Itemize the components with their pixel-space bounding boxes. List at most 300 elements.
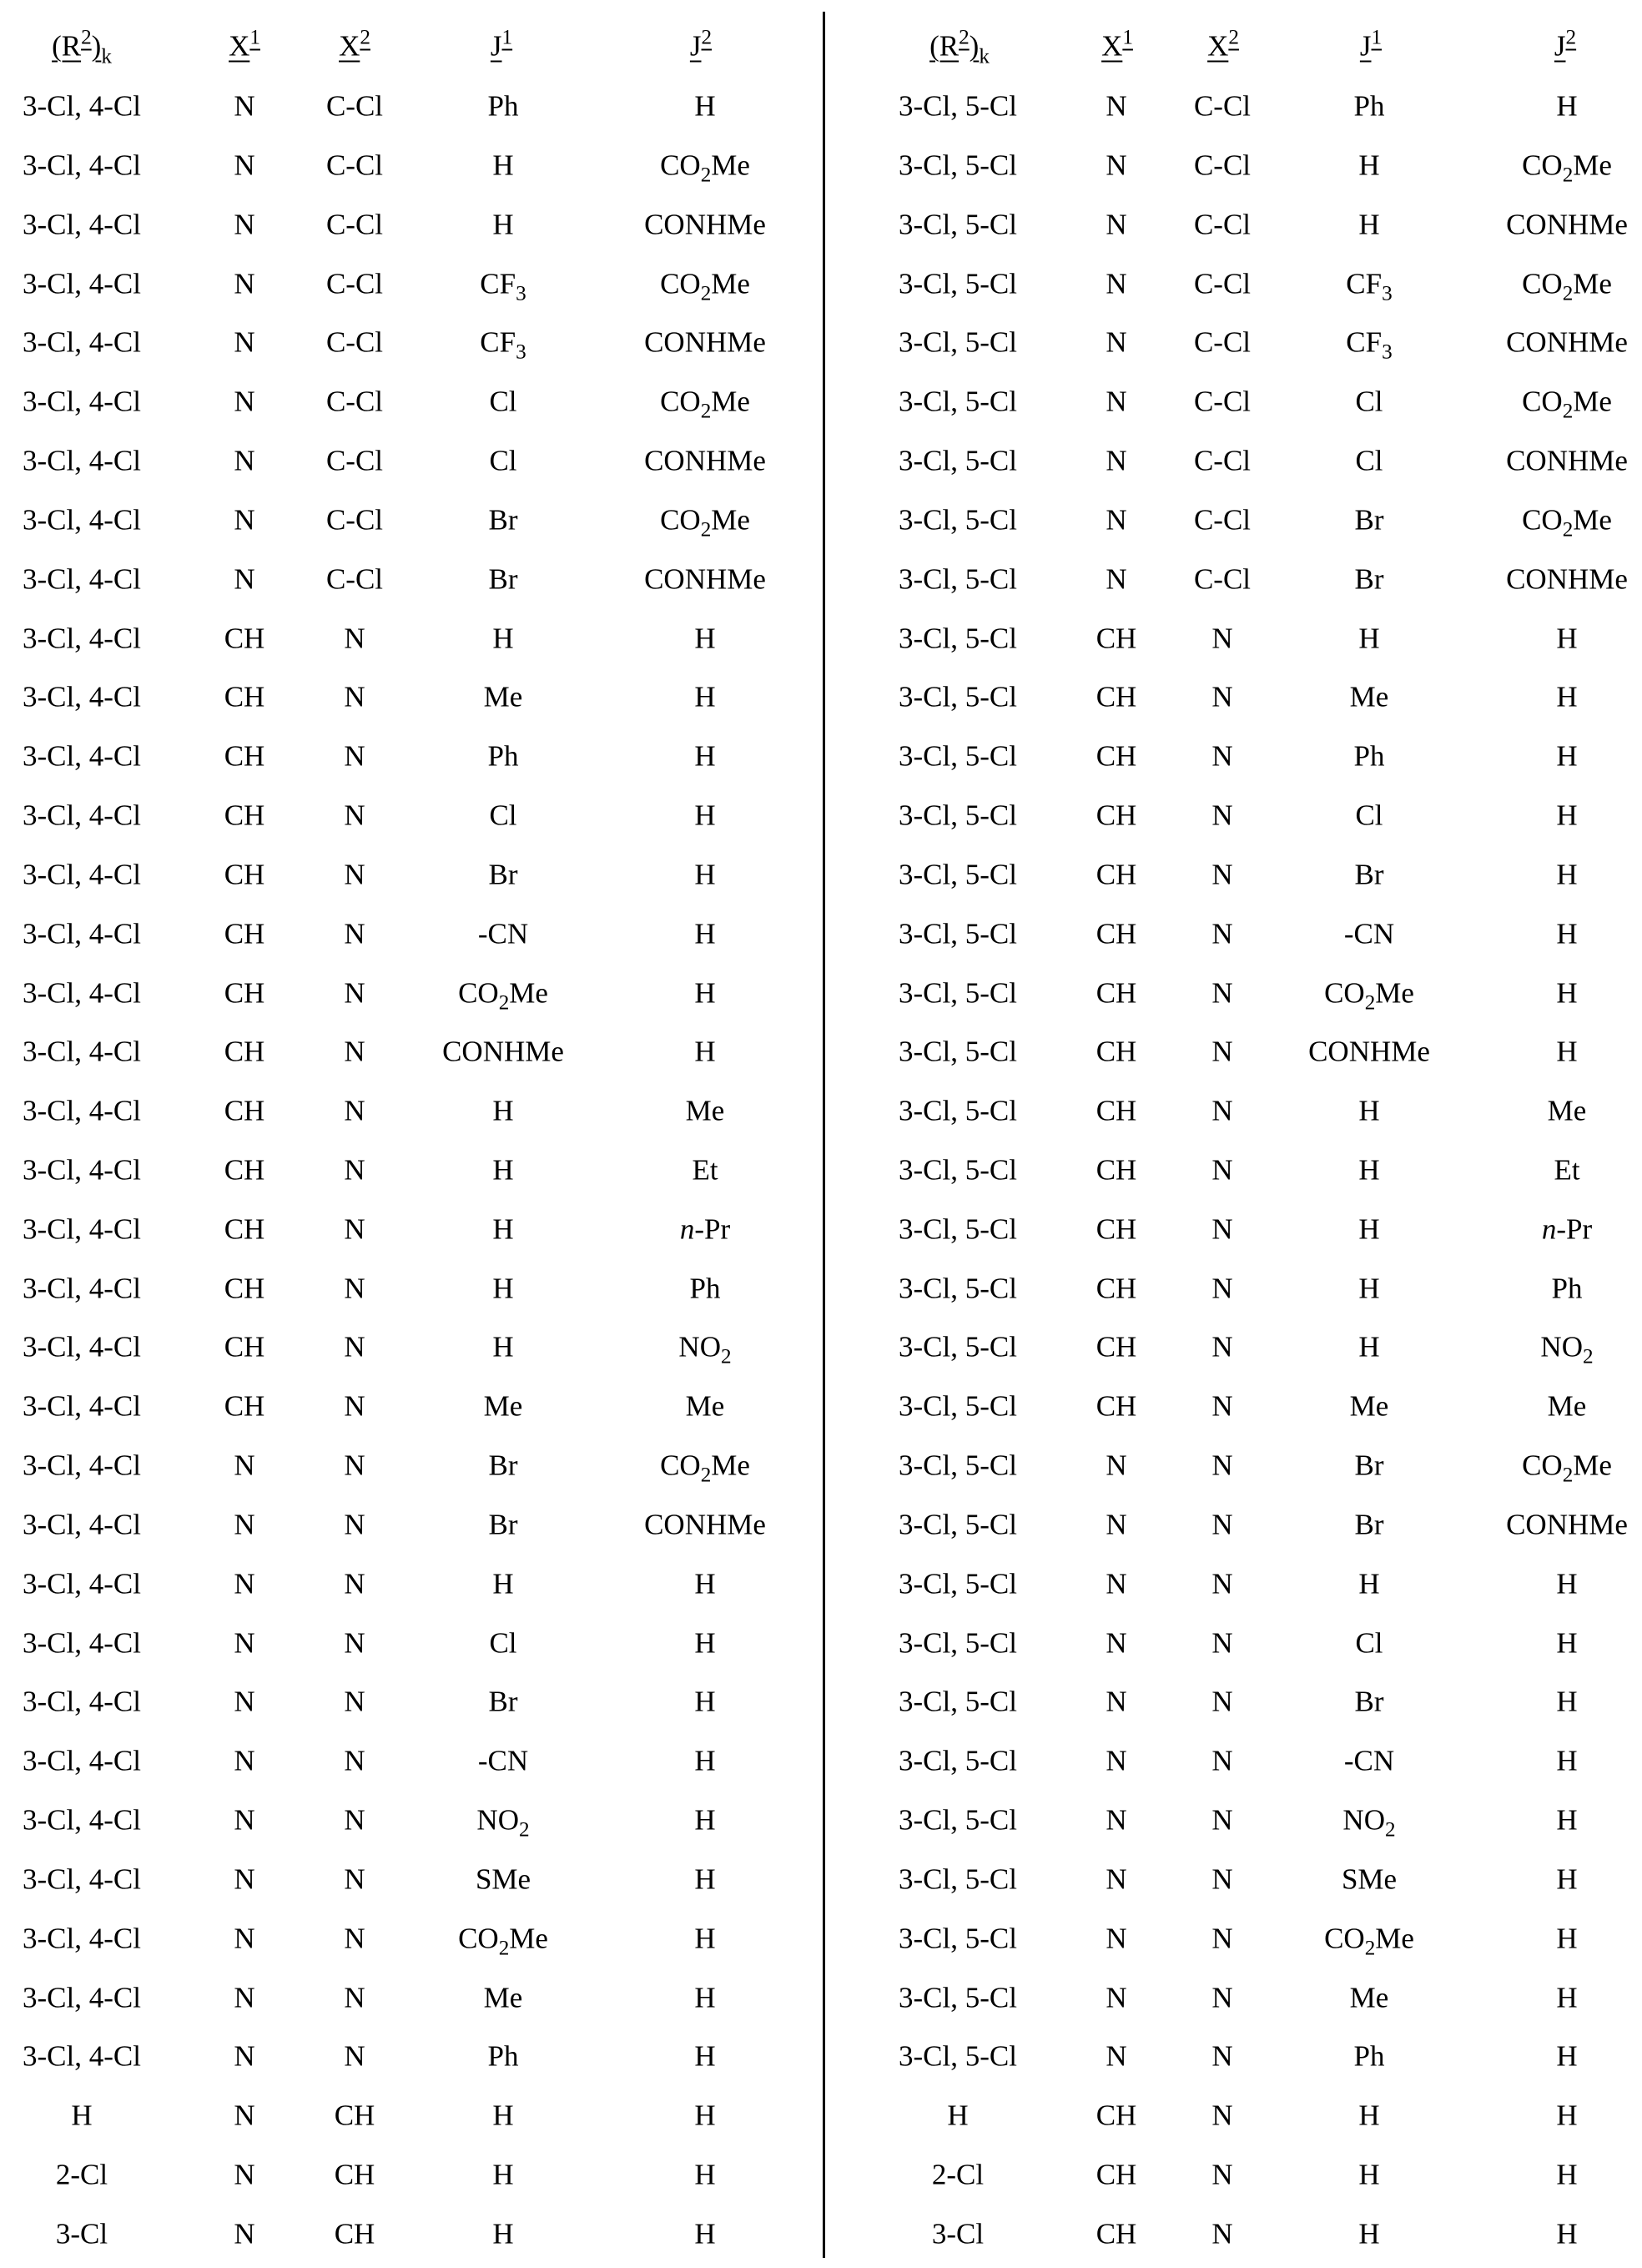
cell-j1: $CO_2Me$	[458, 1922, 548, 1960]
cell-r2k: 3-Cl, 4-Cl	[23, 1212, 141, 1246]
cell-x1: N	[234, 89, 255, 123]
cell-j2: $CO_2Me$	[660, 149, 750, 187]
column-header-x1	[1101, 26, 1133, 63]
cell-j2: H	[1556, 1981, 1578, 2014]
cell-j2: H	[694, 1803, 716, 1837]
cell-j1: Cl	[489, 444, 517, 477]
cell-r2k: 3-Cl, 4-Cl	[23, 1981, 141, 2014]
cell-r2k: 3-Cl, 5-Cl	[899, 1449, 1017, 1482]
cell-j2: H	[694, 1567, 716, 1600]
cell-j1: H	[492, 208, 514, 241]
cell-j1: Ph	[1353, 739, 1385, 773]
cell-x1: N	[1106, 1981, 1127, 2014]
cell-r2k: 3-Cl, 5-Cl	[899, 1330, 1017, 1363]
cell-j2: H	[694, 1922, 716, 1955]
cell-x2: N	[1211, 1922, 1233, 1955]
cell-x2: N	[344, 1744, 365, 1777]
cell-r2k: 2-Cl	[55, 2158, 108, 2191]
cell-x2: N	[344, 1567, 365, 1600]
cell-r2k: 2-Cl	[931, 2158, 985, 2191]
cell-j2: H	[694, 1035, 716, 1068]
column-header-r2k	[929, 26, 990, 68]
cell-j1: H	[492, 1212, 514, 1246]
cell-j1: Me	[1349, 680, 1389, 713]
cell-x2: N	[1211, 2099, 1233, 2132]
cell-x2: N	[344, 1212, 365, 1246]
cell-x1: CH	[1096, 680, 1137, 713]
cell-j1: H	[492, 2217, 514, 2250]
cell-x2: N	[344, 917, 365, 950]
cell-j1: H	[492, 1153, 514, 1187]
cell-j2: $NO_2$	[678, 1330, 732, 1368]
cell-x2: CH	[334, 2158, 375, 2191]
header-subscript: k	[101, 45, 112, 68]
cell-r2k: 3-Cl, 4-Cl	[23, 503, 141, 537]
cell-j2: H	[1556, 89, 1578, 123]
cell-j1: Me	[1349, 1389, 1389, 1423]
cell-x2: N	[344, 1330, 365, 1363]
cell-r2k: 3-Cl, 4-Cl	[23, 89, 141, 123]
header-superscript: 2	[959, 26, 970, 49]
cell-x1: CH	[1096, 799, 1137, 832]
cell-r2k: 3-Cl, 4-Cl	[23, 1153, 141, 1187]
cell-x2: N	[344, 1272, 365, 1305]
cell-x2: N	[1211, 2158, 1233, 2191]
cell-j1: H	[1358, 2217, 1380, 2250]
cell-j2: H	[694, 2217, 716, 2250]
cell-r2k: 3-Cl, 4-Cl	[23, 680, 141, 713]
cell-r2k: 3-Cl, 4-Cl	[23, 1035, 141, 1068]
cell-r2k: 3-Cl, 5-Cl	[899, 1981, 1017, 2014]
cell-r2k: 3-Cl, 5-Cl	[899, 1212, 1017, 1246]
cell-x2: N	[1211, 976, 1233, 1009]
cell-x2: C-Cl	[1193, 444, 1252, 477]
cell-j1: Me	[1349, 1981, 1389, 2014]
cell-r2k: 3-Cl, 5-Cl	[899, 1567, 1017, 1600]
cell-j1: SMe	[475, 1862, 531, 1896]
cell-r2k: 3-Cl, 5-Cl	[899, 1862, 1017, 1896]
cell-x1: CH	[224, 917, 265, 950]
cell-x1: N	[234, 2217, 255, 2250]
cell-x1: N	[1106, 89, 1127, 123]
cell-x1: N	[1106, 1449, 1127, 1482]
cell-r2k: 3-Cl, 5-Cl	[899, 89, 1017, 123]
cell-x1: N	[234, 1744, 255, 1777]
cell-x1: CH	[1096, 1330, 1137, 1363]
cell-j1: Cl	[489, 799, 517, 832]
cell-x1: N	[1106, 1803, 1127, 1837]
cell-x2: N	[1211, 1803, 1233, 1837]
cell-j2: H	[694, 1862, 716, 1896]
cell-x1: N	[234, 2158, 255, 2191]
cell-x1: N	[234, 1803, 255, 1837]
cell-r2k: 3-Cl, 4-Cl	[23, 1862, 141, 1896]
cell-x1: N	[234, 1922, 255, 1955]
cell-j2: CONHMe	[1506, 208, 1628, 241]
cell-j2: H	[694, 89, 716, 123]
cell-j2: H	[1556, 1567, 1578, 1600]
cell-j1: Br	[488, 503, 518, 537]
cell-x2: N	[344, 1389, 365, 1423]
cell-x2: N	[344, 622, 365, 654]
cell-r2k: 3-Cl, 5-Cl	[899, 1094, 1017, 1127]
cell-x2: N	[344, 858, 365, 891]
cell-r2k: 3-Cl	[55, 2217, 108, 2250]
cell-j1: $CO_2Me$	[1324, 1922, 1414, 1960]
cell-j2: Me	[1547, 1389, 1587, 1423]
cell-x1: CH	[224, 622, 265, 654]
cell-x2: N	[1211, 1272, 1233, 1305]
cell-j1: H	[1358, 149, 1380, 182]
header-superscript: 2	[701, 26, 713, 49]
header-superscript: 1	[249, 26, 260, 49]
cell-j2: CONHMe	[644, 208, 766, 241]
cell-j2: H	[694, 917, 716, 950]
cell-r2k: 3-Cl, 5-Cl	[899, 2039, 1017, 2073]
cell-x1: N	[234, 325, 255, 359]
cell-x2: N	[1211, 1389, 1233, 1423]
cell-j2: H	[1556, 2099, 1578, 2132]
header-superscript: 2	[1228, 26, 1239, 49]
cell-j1: H	[1358, 1567, 1380, 1600]
cell-x2: C-Cl	[325, 562, 384, 596]
header-base: J	[1554, 29, 1566, 63]
cell-x1: N	[234, 2099, 255, 2132]
cell-x1: N	[234, 1449, 255, 1482]
cell-j1: $CF_3$	[1346, 267, 1393, 305]
cell-j1: Me	[483, 1389, 523, 1423]
cell-x2: C-Cl	[1193, 149, 1252, 182]
cell-x2: N	[1211, 1744, 1233, 1777]
cell-x2: N	[1211, 799, 1233, 832]
cell-x1: N	[234, 1626, 255, 1660]
cell-j1: Cl	[1355, 1626, 1383, 1660]
cell-j2: H	[1556, 1862, 1578, 1896]
cell-x2: N	[1211, 917, 1233, 950]
header-superscript: 1	[1122, 26, 1133, 49]
cell-x2: N	[1211, 1449, 1233, 1482]
header-base: X	[339, 29, 360, 63]
header-superscript: 1	[1371, 26, 1383, 49]
cell-x1: N	[234, 1508, 255, 1541]
cell-x2: N	[1211, 1212, 1233, 1246]
cell-r2k: 3-Cl, 5-Cl	[899, 1272, 1017, 1305]
cell-x1: CH	[224, 1153, 265, 1187]
cell-j1: H	[1358, 1094, 1380, 1127]
cell-j2: H	[694, 858, 716, 891]
cell-x1: N	[234, 1685, 255, 1718]
cell-j1: Cl	[1355, 444, 1383, 477]
cell-j2: n-Pr	[679, 1212, 731, 1246]
cell-r2k: 3-Cl, 5-Cl	[899, 1922, 1017, 1955]
header-superscript: 1	[501, 26, 513, 49]
cell-x1: CH	[1096, 1094, 1137, 1127]
cell-j1: CONHMe	[442, 1035, 564, 1068]
cell-r2k: 3-Cl, 5-Cl	[899, 208, 1017, 241]
cell-j2: $CO_2Me$	[660, 1449, 750, 1487]
cell-x2: C-Cl	[1193, 385, 1252, 418]
cell-x1: N	[234, 1567, 255, 1600]
cell-x1: N	[1106, 1685, 1127, 1718]
column-header-x2	[1207, 26, 1239, 63]
header-subscript: k	[979, 45, 990, 68]
column-header-j1	[1359, 26, 1383, 63]
cell-r2k: 3-Cl, 4-Cl	[23, 1449, 141, 1482]
cell-x2: N	[344, 1626, 365, 1660]
cell-j1: Br	[488, 858, 518, 891]
cell-j1: Cl	[1355, 799, 1383, 832]
cell-x1: CH	[224, 680, 265, 713]
cell-x2: N	[1211, 1862, 1233, 1896]
header-close-paren: )	[91, 29, 102, 63]
cell-x1: N	[234, 149, 255, 182]
cell-j1: $CO_2Me$	[458, 976, 548, 1015]
cell-r2k: 3-Cl, 5-Cl	[899, 1744, 1017, 1777]
cell-j2: H	[694, 2099, 716, 2132]
cell-x2: N	[344, 1803, 365, 1837]
cell-r2k: 3-Cl, 5-Cl	[899, 503, 1017, 537]
cell-j1: H	[492, 1094, 514, 1127]
cell-x1: N	[1106, 385, 1127, 418]
cell-r2k: 3-Cl, 4-Cl	[23, 1685, 141, 1718]
cell-j2: H	[1556, 739, 1578, 773]
cell-r2k: 3-Cl, 5-Cl	[899, 562, 1017, 596]
cell-r2k: 3-Cl, 4-Cl	[23, 385, 141, 418]
cell-j2: H	[1556, 1035, 1578, 1068]
cell-r2k: 3-Cl, 4-Cl	[23, 1567, 141, 1600]
header-base: (R	[929, 29, 960, 63]
cell-j1: Br	[488, 1508, 518, 1541]
cell-x1: CH	[1096, 1272, 1137, 1305]
cell-j2: H	[1556, 2158, 1578, 2191]
cell-j2: H	[694, 1626, 716, 1660]
cell-j2: Ph	[1551, 1272, 1583, 1305]
cell-r2k: H	[71, 2099, 93, 2132]
cell-x2: C-Cl	[325, 149, 384, 182]
cell-x2: C-Cl	[325, 385, 384, 418]
cell-x1: CH	[1096, 622, 1137, 654]
cell-x1: N	[1106, 503, 1127, 537]
cell-x2: C-Cl	[325, 267, 384, 300]
cell-j1: -CN	[477, 917, 529, 950]
cell-j1: Me	[483, 680, 523, 713]
cell-j1: Br	[488, 1449, 518, 1482]
cell-j2: Me	[685, 1389, 725, 1423]
cell-x1: CH	[224, 858, 265, 891]
cell-j1: $NO_2$	[1342, 1803, 1396, 1842]
cell-j2: H	[694, 1685, 716, 1718]
cell-j2: H	[694, 799, 716, 832]
cell-j2: H	[694, 1981, 716, 2014]
cell-x1: N	[1106, 1626, 1127, 1660]
cell-x1: N	[1106, 444, 1127, 477]
cell-j2: CONHMe	[644, 562, 766, 596]
cell-j1: H	[492, 149, 514, 182]
cell-x2: N	[344, 1685, 365, 1718]
header-superscript: 2	[360, 26, 370, 49]
cell-j2: H	[1556, 2039, 1578, 2073]
cell-j1: Ph	[487, 89, 519, 123]
cell-x2: N	[1211, 1330, 1233, 1363]
cell-x1: CH	[1096, 2158, 1137, 2191]
column-header-x1	[229, 26, 260, 63]
cell-r2k: 3-Cl, 5-Cl	[899, 149, 1017, 182]
cell-x2: N	[1211, 1685, 1233, 1718]
cell-x1: N	[1106, 149, 1127, 182]
cell-x1: N	[234, 562, 255, 596]
cell-j2: H	[1556, 1803, 1578, 1837]
cell-x2: N	[344, 2039, 365, 2073]
column-header-j2	[1554, 26, 1577, 63]
cell-j1: Cl	[489, 1626, 517, 1660]
cell-x2: N	[344, 1449, 365, 1482]
cell-x2: N	[344, 799, 365, 832]
cell-x1: N	[234, 2039, 255, 2073]
cell-x2: N	[344, 1153, 365, 1187]
cell-j2: CONHMe	[644, 444, 766, 477]
cell-x1: N	[234, 385, 255, 418]
cell-x1: CH	[224, 799, 265, 832]
cell-x2: N	[1211, 1567, 1233, 1600]
cell-j1: $CF_3$	[1346, 325, 1393, 364]
cell-x2: N	[344, 1862, 365, 1896]
cell-r2k: 3-Cl, 4-Cl	[23, 149, 141, 182]
cell-j2: H	[694, 739, 716, 773]
cell-x2: N	[344, 976, 365, 1009]
cell-j1: Br	[1354, 503, 1384, 537]
cell-x2: C-Cl	[325, 208, 384, 241]
cell-r2k: 3-Cl, 4-Cl	[23, 976, 141, 1009]
cell-j2: $CO_2Me$	[1522, 267, 1612, 305]
header-superscript: 2	[81, 26, 92, 49]
cell-r2k: 3-Cl, 5-Cl	[899, 622, 1017, 654]
cell-j2: Me	[1547, 1094, 1587, 1127]
cell-r2k: 3-Cl, 4-Cl	[23, 1508, 141, 1541]
cell-r2k: 3-Cl, 4-Cl	[23, 1272, 141, 1305]
cell-r2k: 3-Cl, 5-Cl	[899, 1035, 1017, 1068]
cell-j2: H	[694, 622, 716, 654]
cell-r2k: 3-Cl, 4-Cl	[23, 1744, 141, 1777]
cell-x1: CH	[1096, 1153, 1137, 1187]
cell-x1: N	[1106, 1508, 1127, 1541]
cell-x2: C-Cl	[1193, 208, 1252, 241]
cell-x2: N	[1211, 680, 1233, 713]
cell-r2k: 3-Cl, 4-Cl	[23, 1330, 141, 1363]
cell-r2k: 3-Cl, 4-Cl	[23, 1626, 141, 1660]
cell-x1: N	[1106, 1922, 1127, 1955]
cell-r2k: 3-Cl, 4-Cl	[23, 622, 141, 654]
cell-r2k: 3-Cl, 4-Cl	[23, 739, 141, 773]
header-base: J	[490, 29, 502, 63]
cell-r2k: 3-Cl, 5-Cl	[899, 444, 1017, 477]
cell-x1: CH	[1096, 2217, 1137, 2250]
cell-r2k: 3-Cl, 4-Cl	[23, 1389, 141, 1423]
cell-x1: N	[1106, 208, 1127, 241]
cell-j1: $CO_2Me$	[1324, 976, 1414, 1015]
cell-j1: H	[492, 2158, 514, 2191]
cell-j1: H	[1358, 1330, 1380, 1363]
cell-j2: CONHMe	[1506, 562, 1628, 596]
cell-j2: $CO_2Me$	[1522, 149, 1612, 187]
header-base: J	[1359, 29, 1372, 63]
cell-r2k: 3-Cl, 4-Cl	[23, 208, 141, 241]
cell-j2: $CO_2Me$	[1522, 1449, 1612, 1487]
cell-x2: N	[1211, 739, 1233, 773]
cell-x1: CH	[224, 1094, 265, 1127]
cell-r2k: 3-Cl, 5-Cl	[899, 799, 1017, 832]
cell-x1: N	[234, 267, 255, 300]
cell-j2: H	[1556, 1744, 1578, 1777]
cell-x2: C-Cl	[1193, 503, 1252, 537]
cell-j2: n-Pr	[1541, 1212, 1593, 1246]
cell-x1: N	[1106, 1744, 1127, 1777]
cell-j2: H	[1556, 799, 1578, 832]
cell-j2: H	[1556, 917, 1578, 950]
cell-j1: Br	[1354, 1449, 1384, 1482]
cell-j1: Br	[1354, 1508, 1384, 1541]
cell-x1: CH	[1096, 1389, 1137, 1423]
cell-j2: Et	[1554, 1153, 1580, 1187]
cell-r2k: 3-Cl, 4-Cl	[23, 444, 141, 477]
cell-j2: CONHMe	[1506, 325, 1628, 359]
cell-x1: N	[234, 1981, 255, 2014]
cell-x2: N	[1211, 1508, 1233, 1541]
cell-x1: CH	[224, 976, 265, 1009]
cell-j1: $CF_3$	[480, 267, 526, 305]
cell-j2: Me	[685, 1094, 725, 1127]
cell-r2k: H	[947, 2099, 969, 2132]
cell-j1: Ph	[1353, 89, 1385, 123]
cell-x2: N	[344, 1508, 365, 1541]
cell-j1: -CN	[477, 1744, 529, 1777]
cell-x1: N	[1106, 325, 1127, 359]
cell-j2: CONHMe	[1506, 1508, 1628, 1541]
cell-r2k: 3-Cl, 4-Cl	[23, 1094, 141, 1127]
cell-x1: CH	[224, 1330, 265, 1363]
cell-x1: CH	[1096, 976, 1137, 1009]
cell-r2k: 3-Cl	[931, 2217, 985, 2250]
cell-j2: H	[1556, 858, 1578, 891]
header-base: X	[1207, 29, 1229, 63]
cell-x1: N	[234, 1862, 255, 1896]
cell-j1: H	[1358, 622, 1380, 654]
cell-x2: N	[344, 680, 365, 713]
cell-x1: N	[234, 208, 255, 241]
cell-j1: SMe	[1341, 1862, 1398, 1896]
cell-j2: H	[694, 680, 716, 713]
cell-j2: H	[694, 1744, 716, 1777]
cell-x2: C-Cl	[325, 444, 384, 477]
cell-r2k: 3-Cl, 5-Cl	[899, 325, 1017, 359]
cell-j2: H	[1556, 1685, 1578, 1718]
cell-r2k: 3-Cl, 4-Cl	[23, 325, 141, 359]
cell-x2: N	[1211, 622, 1233, 654]
cell-x2: N	[344, 1981, 365, 2014]
cell-x2: C-Cl	[325, 503, 384, 537]
cell-j2: H	[1556, 680, 1578, 713]
cell-x1: CH	[224, 1035, 265, 1068]
cell-x2: C-Cl	[1193, 89, 1252, 123]
cell-j1: Ph	[487, 2039, 519, 2073]
cell-r2k: 3-Cl, 5-Cl	[899, 680, 1017, 713]
column-header-r2k	[52, 26, 112, 68]
cell-x2: N	[1211, 858, 1233, 891]
cell-x2: N	[1211, 2217, 1233, 2250]
cell-j1: Br	[1354, 858, 1384, 891]
cell-x1: N	[1106, 1567, 1127, 1600]
cell-r2k: 3-Cl, 5-Cl	[899, 976, 1017, 1009]
cell-j1: H	[1358, 1153, 1380, 1187]
